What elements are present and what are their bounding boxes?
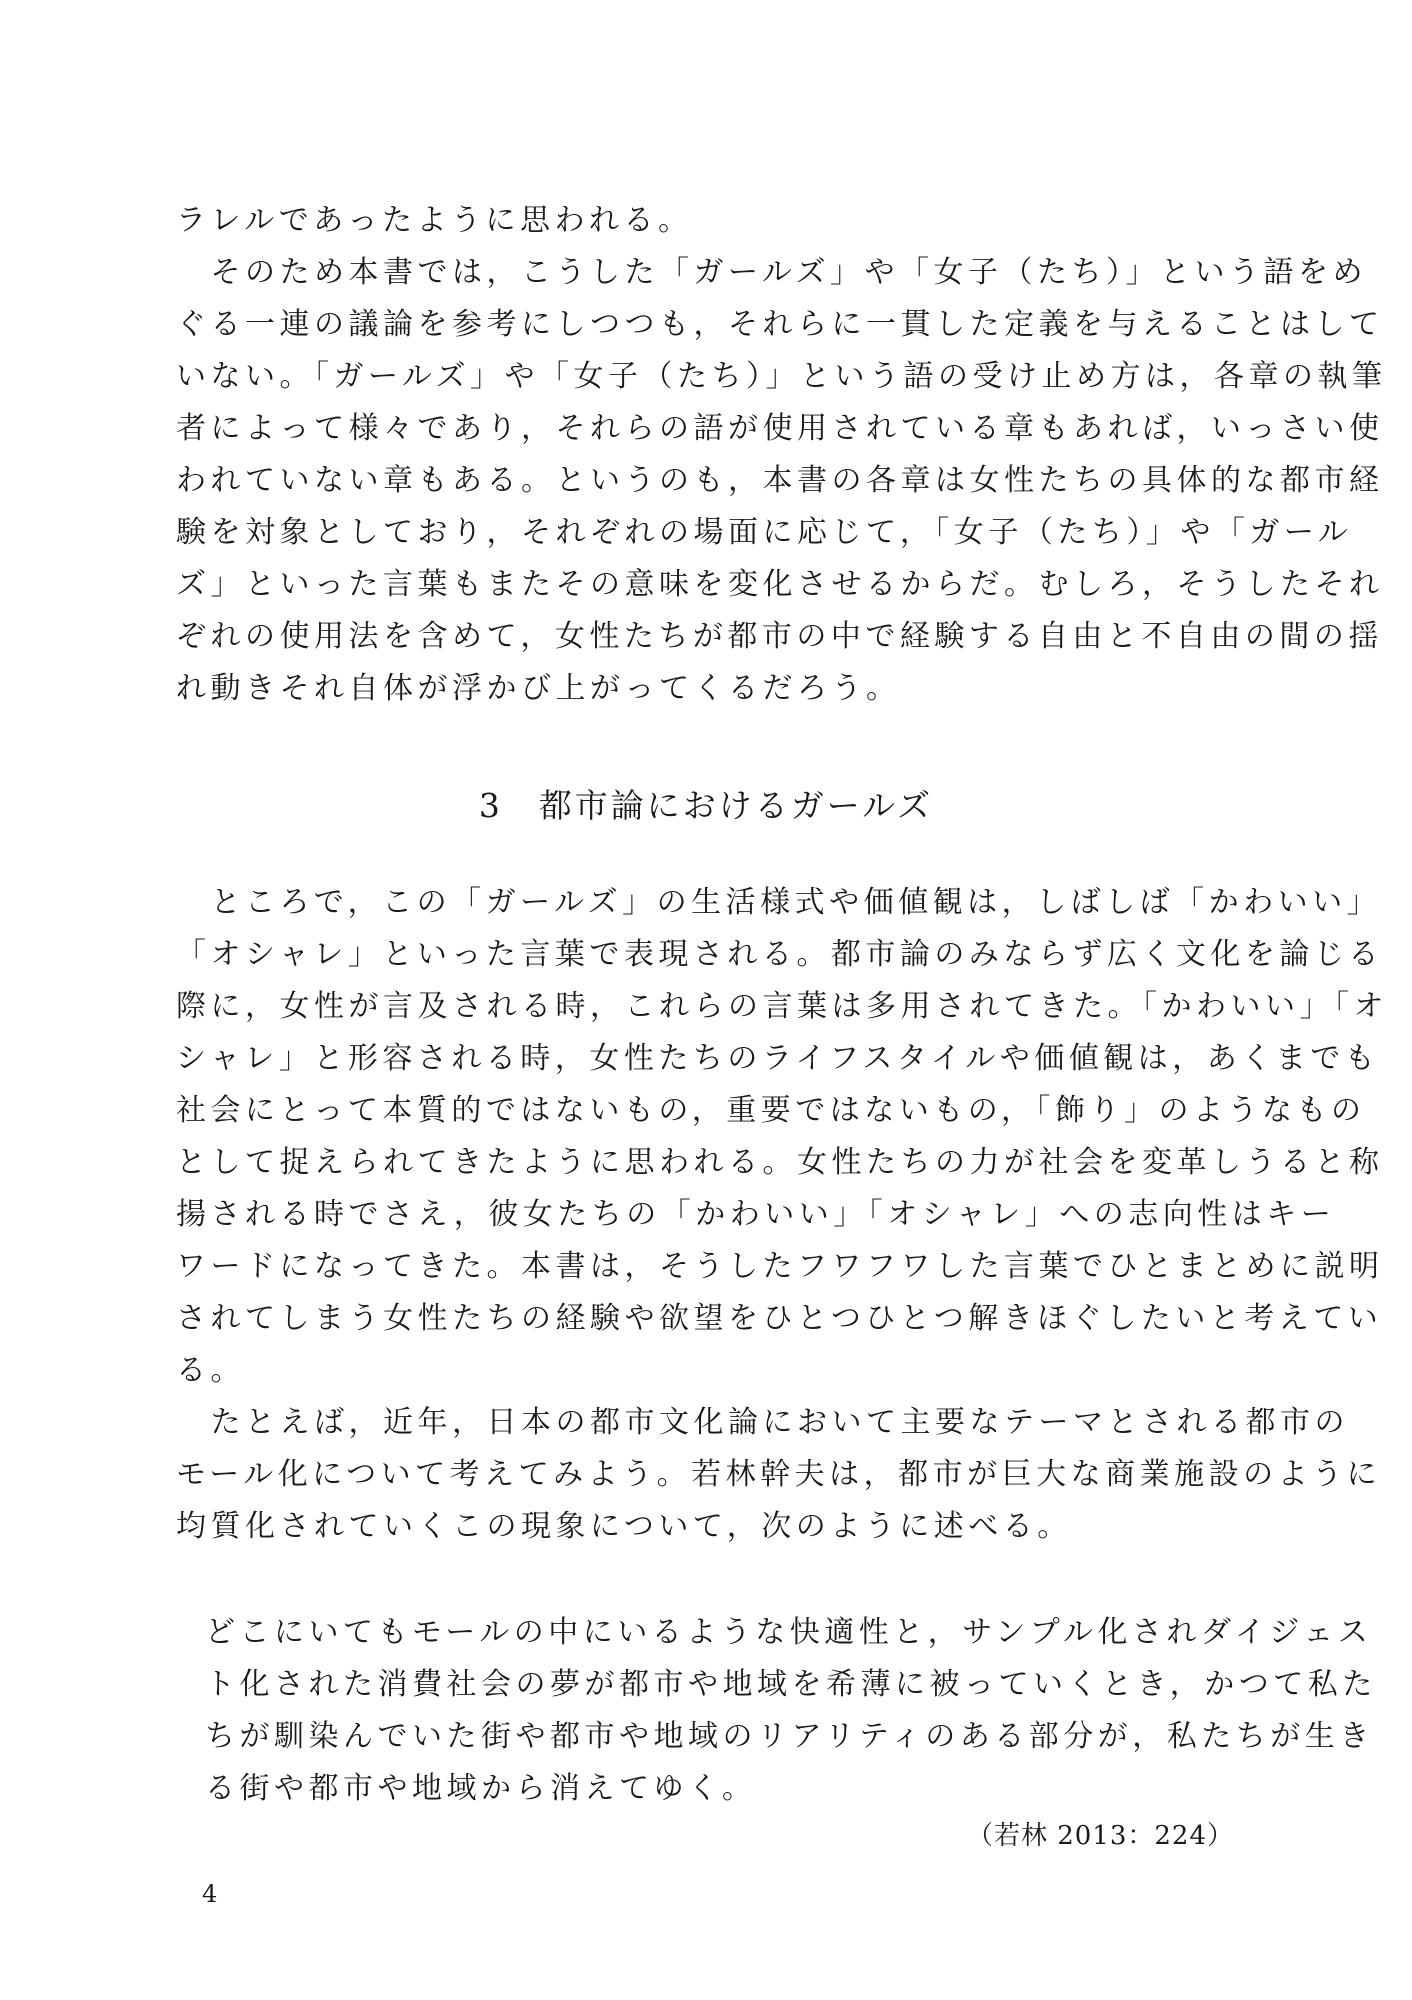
text-line: ズ」といった言葉もまたその意味を変化させるからだ。むしろ，そうしたそれ xyxy=(176,567,1384,602)
quote-line: ちが馴染んでいた街や都市や地域のリアリティのある部分が，私たちが生き xyxy=(205,1719,1374,1754)
text-line: れ動きそれ自体が浮かび上がってくるだろう。 xyxy=(176,671,901,706)
text-line: として捉えられてきたように思われる。女性たちの力が社会を変革しうると称 xyxy=(176,1145,1384,1180)
text-line: シャレ」と形容される時，女性たちのライフスタイルや価値観は，あくまでも xyxy=(176,1041,1380,1076)
text-line: いない。「ガールズ」や「女子（たち）」という語の受け止め方は，各章の執筆 xyxy=(176,359,1387,394)
text-line: たとえば，近年，日本の都市文化論において主要なテーマとされる都市の xyxy=(176,1405,1349,1440)
text-line: 揚される時でさえ，彼女たちの「かわいい」「オシャレ」への志向性はキー xyxy=(176,1197,1336,1232)
text-line: ワードになってきた。本書は，そうしたフワフワした言葉でひとまとめに説明 xyxy=(176,1249,1384,1284)
quote-line: ト化された消費社会の夢が都市や地域を希薄に被っていくとき，かつて私た xyxy=(205,1667,1377,1702)
text-line: そのため本書では，こうした「ガールズ」や「女子（たち）」という語をめ xyxy=(176,255,1367,290)
text-line: 際に，女性が言及される時，これらの言葉は多用されてきた。「かわいい」「オ xyxy=(176,989,1388,1024)
quote-citation: （若林 2013：224） xyxy=(966,1821,1234,1851)
text-line: われていない章もある。というのも，本書の各章は女性たちの具体的な都市経 xyxy=(176,463,1384,498)
quote-line: る街や都市や地域から消えてゆく。 xyxy=(205,1771,757,1806)
text-line: 「オシャレ」といった言葉で表現される。都市論のみならず広く文化を論じる xyxy=(176,937,1383,972)
text-line: ところで，この「ガールズ」の生活様式や価値観は，しばしば「かわいい」 xyxy=(176,885,1382,920)
text-line: 者によって様々であり，それらの語が使用されている章もあれば，いっさい使 xyxy=(176,411,1384,446)
text-line: ぐる一連の議論を参考にしつつも，それらに一貫した定義を与えることはして xyxy=(176,307,1384,342)
text-line: る。 xyxy=(176,1353,245,1388)
text-line: ぞれの使用法を含めて，女性たちが都市の中で経験する自由と不自由の間の揺 xyxy=(176,619,1383,654)
text-line: モール化について考えてみよう。若林幹夫は，都市が巨大な商業施設のように xyxy=(176,1457,1382,1492)
quote-line: どこにいてもモールの中にいるような快適性と，サンプル化されダイジェス xyxy=(205,1615,1373,1650)
text-line: されてしまう女性たちの経験や欲望をひとつひとつ解きほぐしたいと考えてい xyxy=(176,1301,1383,1336)
text-line: 験を対象としており，それぞれの場面に応じて，「女子（たち）」や「ガール xyxy=(176,515,1353,550)
text-line: 社会にとって本質的ではないもの，重要ではないもの，「飾り」のようなもの xyxy=(176,1093,1366,1128)
section-heading: 3 都市論におけるガールズ xyxy=(478,786,934,825)
page-number: 4 xyxy=(202,1880,218,1908)
text-line: ラレルであったように思われる。 xyxy=(176,203,693,238)
text-line: 均質化されていくこの現象について，次のように述べる。 xyxy=(176,1509,1072,1544)
